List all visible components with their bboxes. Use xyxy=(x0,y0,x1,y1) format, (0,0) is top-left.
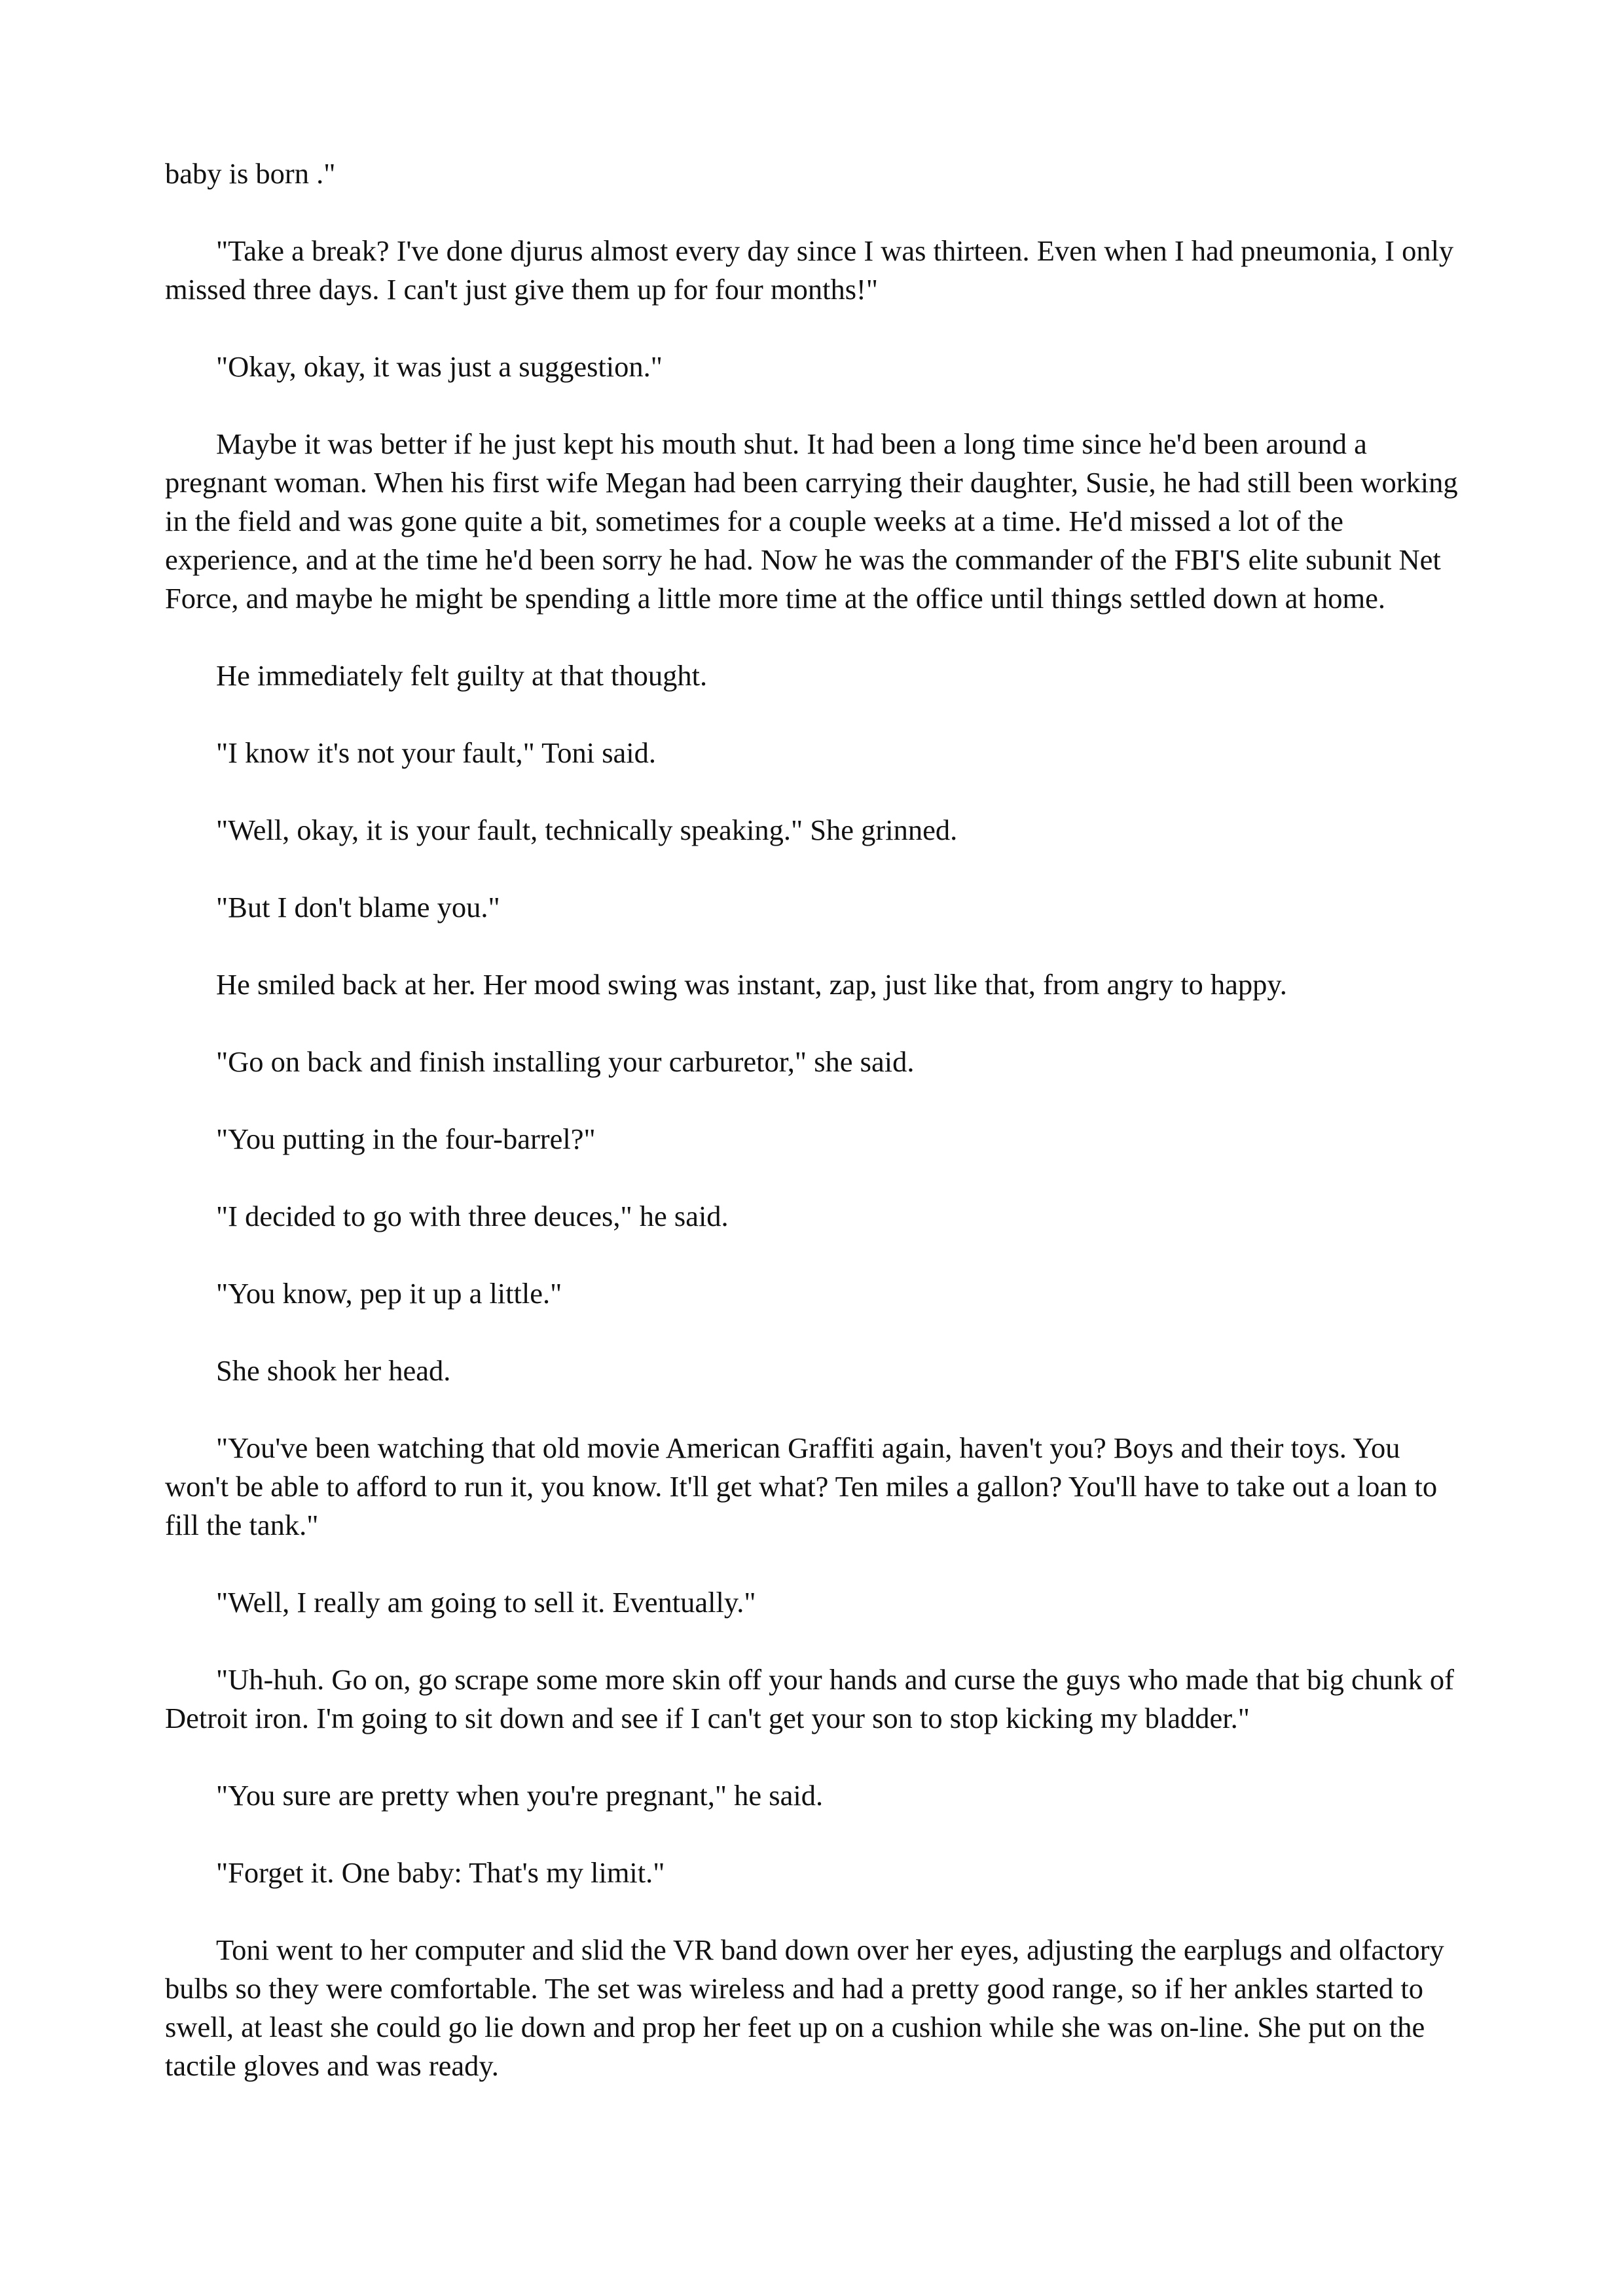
paragraph: "Well, I really am going to sell it. Eventually." xyxy=(216,1586,756,1619)
paragraph: "Go on back and finish installing your carburetor," she said. xyxy=(216,1045,915,1078)
paragraph: "You've been watching that old movie American Graffiti again, haven't you? Boys and their toys. You won't be able to afford to run it, you know. It'll get what? Ten miles a gallon? You'll have to take out a loan to fill the tank." xyxy=(165,1431,1438,1541)
paragraph: "You sure are pretty when you're pregnant," he said. xyxy=(216,1779,824,1812)
paragraph: "You know, pep it up a little." xyxy=(216,1277,562,1310)
paragraph: "I know it's not your fault," Toni said. xyxy=(216,736,657,769)
paragraph: "But I don't blame you." xyxy=(216,891,500,924)
paragraph: "You putting in the four-barrel?" xyxy=(216,1122,596,1155)
paragraph: He smiled back at her. Her mood swing was instant, zap, just like that, from angry to happy. xyxy=(216,968,1287,1001)
paragraph: "Uh-huh. Go on, go scrape some more skin off your hands and curse the guys who made that big chunk of Detroit iron. I'm going to sit down and see if I can't get your son to stop kicking my bladder." xyxy=(165,1663,1454,1734)
paragraph: "Take a break? I've done djurus almost every day since I was thirteen. Even when I had pneumonia, I only missed three days. I can't just give them up for four months!" xyxy=(165,234,1454,306)
paragraph: "Okay, okay, it was just a suggestion." xyxy=(216,350,663,383)
paragraph: Toni went to her computer and slid the VR band down over her eyes, adjusting the earplugs and olfactory bulbs so they were comfortable. The set was wireless and had a pretty good range, so if her ankles started to swell, at least she could go lie down and prop her feet up on a cushion while she was on-line. She put on the tactile gloves and was ready. xyxy=(165,1933,1444,2082)
paragraph: "Well, okay, it is your fault, technically speaking." She grinned. xyxy=(216,814,958,846)
paragraph: baby is born ." xyxy=(165,157,336,190)
paragraph: He immediately felt guilty at that thought. xyxy=(216,659,708,692)
paragraph: "I decided to go with three deuces," he said. xyxy=(216,1200,729,1232)
paragraph: She shook her head. xyxy=(216,1354,451,1387)
paragraph: "Forget it. One baby: That's my limit." xyxy=(216,1856,665,1889)
paragraph: Maybe it was better if he just kept his mouth shut. It had been a long time since he'd been around a pregnant woman. When his first wife Megan had been carrying their daughter, Susie, he had still been working in the field and was gone quite a bit, sometimes for a couple weeks at a time. He'd missed a lot of the experience, and at the time he'd been sorry he had. Now he was the commander of the FBI'S elite subunit Net Force, and maybe he might be spending a little more time at the office until things settled down at home. xyxy=(165,427,1458,615)
body-text xyxy=(165,154,1468,2085)
